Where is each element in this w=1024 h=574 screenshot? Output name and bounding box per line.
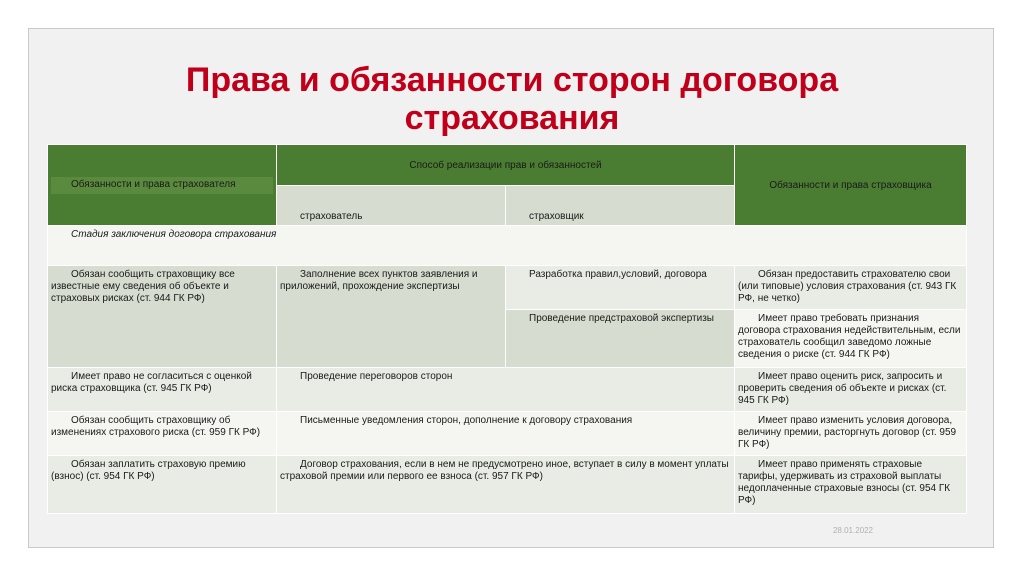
row1-insurer-b: Имеет право требовать признания договора страхования недействительным, если страхователь сообщил заведомо ложные сведения о риске (ст. 944 ГК РФ): [735, 310, 967, 368]
row4-insured: Обязан заплатить страховую премию (взнос) (ст. 954 ГК РФ): [48, 456, 277, 514]
row3-insurer: Имеет право изменить условия договора, величину премии, расторгнуть договор (ст. 959 ГК РФ): [735, 412, 967, 456]
subheader-insured-label: страхователь: [300, 211, 363, 222]
row4-method: Договор страхования, если в нем не предусмотрено иное, вступает в силу в момент уплаты страховой премии или первого ее взноса (ст. 957 ГК РФ): [277, 456, 735, 514]
title-line-2: страхования: [404, 99, 620, 137]
row4-insurer: Имеет право применять страховые тарифы, удерживать из страховой выплаты недоплаченные страховые взносы (ст. 954 ГК РФ): [735, 456, 967, 514]
header-insured-label: Обязанности и права страхователя: [51, 177, 273, 194]
header-method-cell: [277, 145, 735, 186]
stage-label: Стадия заключения договора страхования: [71, 229, 277, 240]
row3-method: Письменные уведомления сторон, дополнение к договору страхования: [277, 412, 735, 456]
row1-insurer-a: Обязан предоставить страхователю свои (или типовые) условия страхования (ст. 943 ГК РФ, не четко): [735, 266, 967, 310]
row1-method-insurer-b: Проведение предстраховой экспертизы: [506, 310, 735, 368]
header-insured-cell: [48, 145, 277, 226]
row3-insured: Обязан сообщить страховщику об изменениях страхового риска (ст. 959 ГК РФ): [48, 412, 277, 456]
subheader-insurer-label: страховщик: [529, 211, 584, 222]
header-insurer-label: Обязанности и права страховщика: [769, 179, 932, 191]
subheader-insured: [277, 186, 506, 226]
title-line-1: Права и обязанности сторон договора: [185, 61, 839, 99]
subheader-insurer: [506, 186, 735, 226]
row1-method-insurer-a: Разработка правил,условий, договора: [506, 266, 735, 310]
slide: [28, 28, 994, 548]
slide-title: [29, 61, 995, 137]
row2-insurer: Имеет право оценить риск, запросить и проверить сведения об объекте и рисках (ст. 945 ГК РФ): [735, 368, 967, 412]
slide-date: 28.01.2022: [832, 526, 873, 535]
rights-table: [47, 144, 967, 514]
row1-method-insured: Заполнение всех пунктов заявления и приложений, прохождение экспертизы: [277, 266, 506, 368]
header-method-label: Способ реализации прав и обязанностей: [409, 159, 602, 171]
row2-method: Проведение переговоров сторон: [277, 368, 735, 412]
stage-row: [48, 226, 967, 266]
row2-insured: Имеет право не согласиться с оценкой риска страховщика (ст. 945 ГК РФ): [48, 368, 277, 412]
header-insurer-cell: [735, 145, 967, 226]
row1-insured: Обязан сообщить страховщику все известные ему сведения об объекте и страховых рисках (ст. 944 ГК РФ): [48, 266, 277, 368]
